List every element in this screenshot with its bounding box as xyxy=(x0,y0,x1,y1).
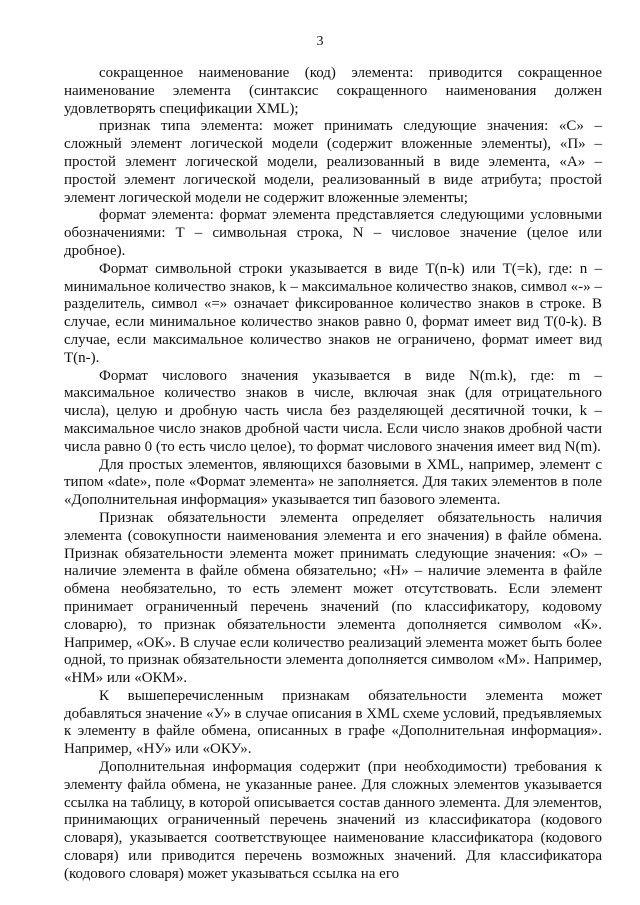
document-body xyxy=(64,65,602,884)
paragraph-condition-flag: К вышеперечисленным признакам обязательности элемента может добавляться значение «У» в случае описания в XML схеме условий, предъявляемых к элементу в файле обмена, описанных в графе «Дополнительная информация». Например, «НУ» или «ОКУ». xyxy=(64,687,602,758)
paragraph-element-type: признак типа элемента: может принимать следующие значения: «С» – сложный элемент логической модели (содержит вложенные элементы), «П» – простой элемент логической модели, реализованный в виде элемента, «А» – простой элемент логической модели, реализованный в виде атрибута; простой элемент логической модели не содержит вложенные элементы; xyxy=(64,118,602,206)
paragraph-short-name: сокращенное наименование (код) элемента: приводится сокращенное наименование элемента (синтаксис сокращенного наименования должен удовлетворять спецификации XML); xyxy=(64,65,602,117)
paragraph-mandatory-flag: Признак обязательности элемента определяет обязательность наличия элемента (совокупности наименования элемента и его значения) в файле обмена. Признак обязательности элемента может принимать следующие значения: «О» – наличие элемента в файле обмена обязательно; «Н» – наличие элемента в файле обмена необязательно, то есть элемент может отсутствовать. Если элемент принимает ограниченный перечень значений (по классификатору, кодовому словарю), то признак обязательности элемента дополняется символом «К». Например, «ОК». В случае если количество реализаций элемента может быть более одной, то признак обязательности элемента дополняется символом «М». Например, «НМ» или «ОКМ». xyxy=(64,509,602,687)
paragraph-numeric-format: Формат числового значения указывается в виде N(m.k), где: m – максимальное количество знаков в числе, включая знак (для отрицательного числа), целую и дробную часть числа без разделяющей десятичной точки, k – максимальное число знаков дробной части числа. Если число знаков дробной части числа равно 0 (то есть число целое), то формат числового значения имеет вид N(m). xyxy=(64,367,602,455)
paragraph-additional-info: Дополнительная информация содержит (при необходимости) требования к элементу файла обмена, не указанные ранее. Для сложных элементов указывается ссылка на таблицу, в которой описывается состав данного элемента. Для элементов, принимающих ограниченный перечень значений из классификатора (кодового словаря), указывается соответствующее наименование классификатора (кодового словаря) или приводится перечень возможных значений. Для классификатора (кодового словаря) может указываться ссылка на его xyxy=(64,759,602,882)
paragraph-element-format: формат элемента: формат элемента представляется следующими условными обозначениями: Т – символьная строка, N – числовое значение (целое или дробное). xyxy=(64,207,602,259)
page-number: 3 xyxy=(316,34,324,49)
paragraph-string-format: Формат символьной строки указывается в виде Т(n-k) или Т(=k), где: n – минимальное количество знаков, k – максимальное количество знаков, символ «-» – разделитель, символ «=» означает фиксированное количество знаков в строке. В случае, если минимальное количество знаков равно 0, формат имеет вид Т(0-k). В случае, если максимальное количество знаков не ограничено, формат имеет вид Т(n-). xyxy=(64,260,602,366)
paragraph-base-elements: Для простых элементов, являющихся базовыми в XML, например, элемент с типом «date», поле «Формат элемента» не заполняется. Для таких элементов в поле «Дополнительная информация» указывается тип базового элемента. xyxy=(64,456,602,509)
